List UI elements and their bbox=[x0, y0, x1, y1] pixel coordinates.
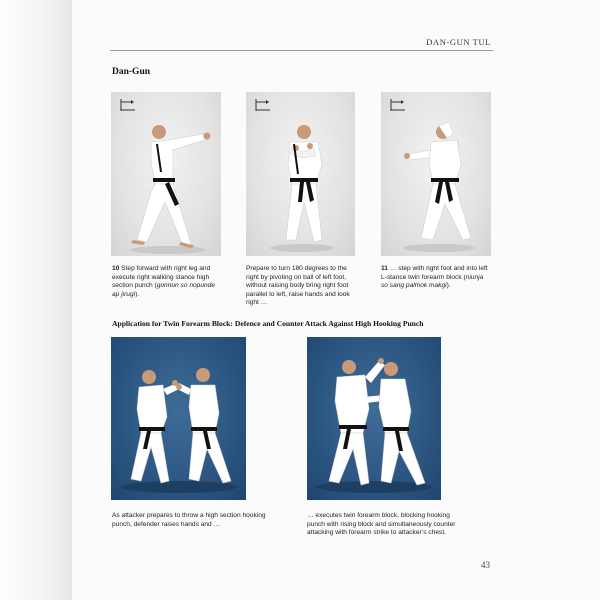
application-photo-prepare bbox=[111, 337, 246, 500]
korean-term: niunja so sang palmok makgi bbox=[381, 273, 484, 290]
step-10-photo bbox=[111, 92, 221, 256]
application-photo-block bbox=[307, 337, 441, 500]
korean-term: gunnun so nopunde ap jirugi bbox=[112, 282, 216, 298]
step-10-caption bbox=[112, 265, 218, 299]
sparring-pair-figure bbox=[307, 337, 441, 500]
step-text: Prepare to turn 180 degrees to the right by pivoting on ball of left foot, without raising body bring right foot parallel to left, raise hands and look right … bbox=[246, 265, 350, 307]
book-spine-shadow bbox=[0, 0, 72, 600]
application-caption-block: … executes twin forearm block, blocking hooking punch with rising block and simultaneously counter attacking with forearm strike to attacker’s chest. bbox=[307, 512, 456, 537]
sparring-pair-figure bbox=[111, 337, 246, 500]
step-number: 11 bbox=[381, 265, 388, 272]
step-text: … step with right foot and into left L-stance twin forearm block ( bbox=[381, 265, 488, 281]
running-head-title: DAN-GUN TUL bbox=[426, 37, 491, 47]
practitioner-figure bbox=[381, 92, 491, 256]
section-title: Dan-Gun bbox=[112, 67, 151, 77]
step-text-end: ). bbox=[135, 290, 140, 298]
running-head bbox=[110, 38, 493, 51]
prepare-turn-caption bbox=[246, 265, 356, 308]
page-number: 43 bbox=[481, 560, 490, 570]
step-number: 10 bbox=[112, 265, 120, 272]
step-text: Step forward with right leg and execute right walking stance high section punch ( bbox=[112, 265, 211, 290]
step-text-end: ). bbox=[446, 282, 451, 290]
practitioner-figure bbox=[111, 92, 221, 256]
prepare-turn-photo bbox=[246, 92, 355, 256]
application-title: Application for Twin Forearm Block: Defence and Counter Attack Against High Hooking Punch bbox=[112, 319, 424, 328]
application-caption-prepare: As attacker prepares to throw a high section hooking punch, defender raises hands and … bbox=[112, 512, 266, 528]
step-11-caption bbox=[381, 265, 489, 291]
practitioner-figure bbox=[246, 92, 355, 256]
step-11-photo bbox=[381, 92, 491, 256]
